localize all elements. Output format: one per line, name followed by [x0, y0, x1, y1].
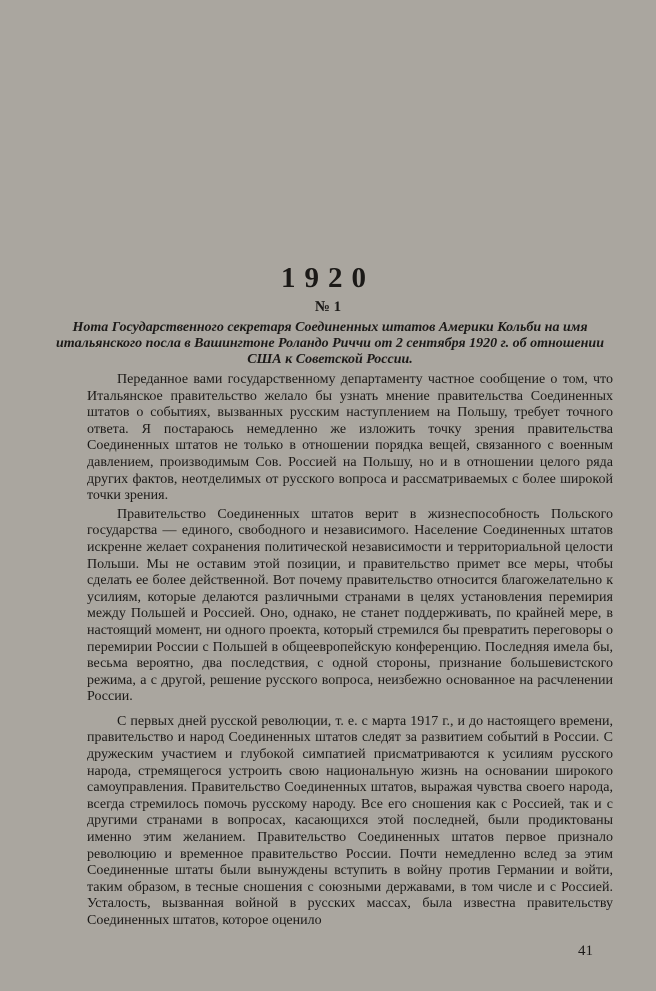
year-heading: 1920 — [281, 262, 375, 294]
paragraph-1: Переданное вами государственному департаменту частное сообщение о том, что Итальянское правительство желало бы узнать мнение правительства Соединенных штатов о событиях, вызванных русским наступлением на Польшу, требует точного ответа. Я постараюсь немедленно же изложить точку зрения правительства Соединенных штатов не только в отношении порядка вещей, связанного с военным давлением, производимым Сов. Россией на Польшу, но и в отношении целого ряда других фактов, неотделимых от русского вопроса и рассматриваемых с более широкой точки зрения. — [87, 372, 613, 504]
body-text — [87, 372, 613, 930]
document-title: Нота Государственного секретаря Соединенных штатов Америки Кольби на имя итальянского посла в Вашингтоне Роландо Риччи от 2 сентября 1920 г. об отношении США к Советской России. — [55, 320, 604, 367]
page-number: 41 — [578, 943, 593, 959]
paragraph-2: Правительство Соединенных штатов верит в жизнеспособность Польского государства — единого, свободного и независимого. Население Соединенных штатов искренне желает сохранения политической независимости и территориальной целости Польши. Мы не оставим этой позиции, и правительство примет все меры, чтобы сделать ее более действенной. Вот почему правительство относится благожелательно к усилиям, которые делаются различными странами в целях установления перемирия между Польшей и Россией. Оно, однако, не станет поддерживать, по крайней мере, в настоящий момент, ни одного проекта, который стремился бы превратить переговоры о перемирии России с Польшей в общеевропейскую конференцию. Последняя имела бы, весьма вероятно, два последствия, с одной стороны, признание большевистского режима, а с другой, решение русского вопроса, неизбежно основанное на расчленении России. — [87, 506, 613, 705]
paragraph-3: С первых дней русской революции, т. е. с марта 1917 г., и до настоящего времени, правительство и народ Соединенных штатов следят за развитием событий в России. С дружеским участием и глубокой симпатией присматриваются к усилиям русского народа, стремящегося устроить свою национальную жизнь на основании широкого самоуправления. Правительство Соединенных штатов, выражая чувства своего народа, всегда стремилось помочь русскому народу. Все его сношения как с Россией, так и с другими странами в вопросах, касающихся этой последней, были продиктованы именно этим желанием. Правительство Соединенных штатов первое признало революцию и временное правительство России. Почти немедленно вслед за этим Соединенные штаты были вынуждены вступить в войну против Германии и войти, таким образом, в тесные сношения с союзными державами, в том числе и с Россией. Усталость, вызванная войной в русских массах, была известна правительству Соединенных штатов, которое оценило — [87, 713, 613, 928]
document-number: № 1 — [314, 299, 342, 315]
